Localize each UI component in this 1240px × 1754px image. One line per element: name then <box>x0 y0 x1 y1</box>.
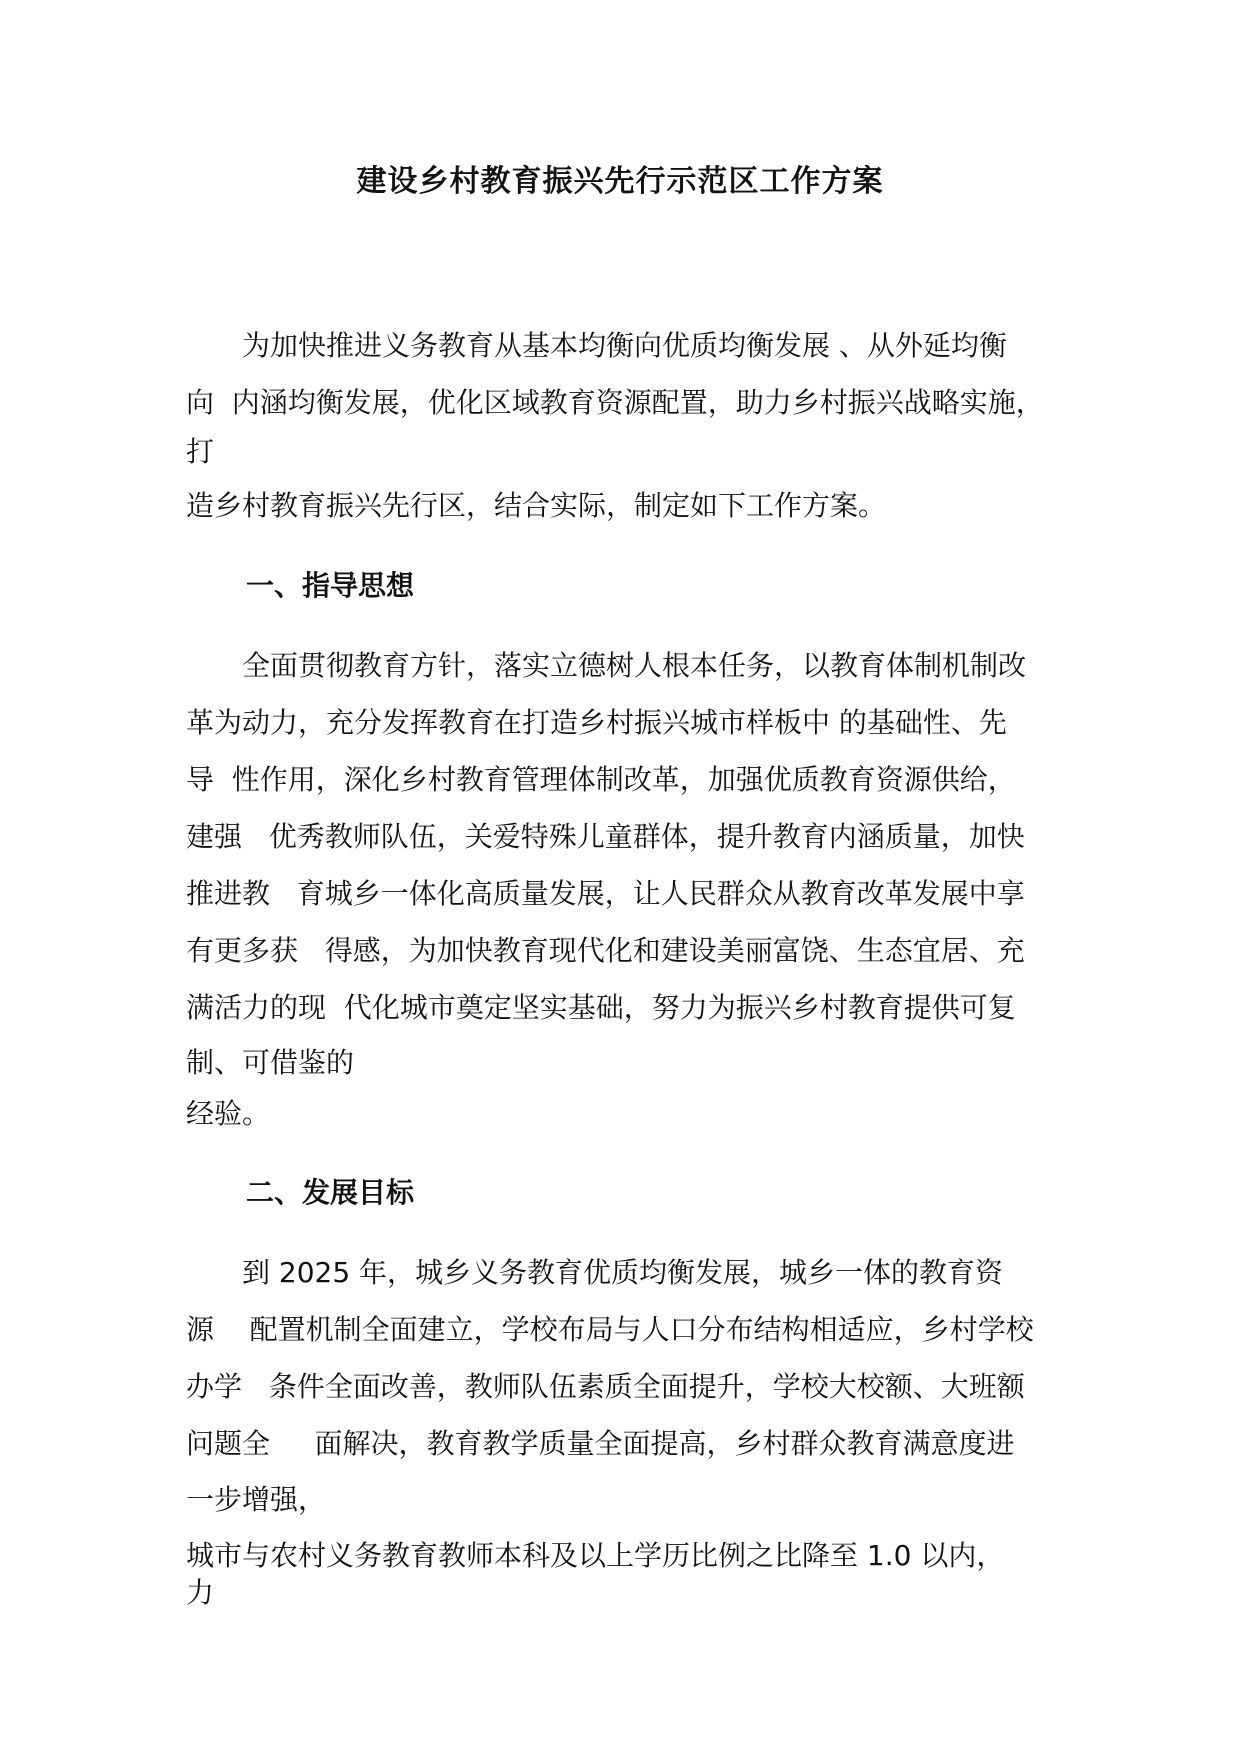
section1-line-4: 建强 优秀教师队伍，关爱特殊儿童群体，提升教育内涵质量，加快 <box>186 820 1025 853</box>
section1-line-5: 推进教 育城乡一体化高质量发展，让人民群众从教育改革发展中享 <box>186 877 1025 910</box>
section1-line-2: 革为动力，充分发挥教育在打造乡村振兴城市样板中 的基础性、先 <box>186 706 1007 739</box>
section2-line-5: 一步增强， <box>186 1483 327 1516</box>
section2-line-2: 源 配置机制全面建立，学校布局与人口分布结构相适应，乡村学校 <box>186 1313 1034 1346</box>
section1-line-6: 有更多获 得感，为加快教育现代化和建设美丽富饶、生态宜居、充 <box>186 934 1025 967</box>
section1-line-7: 满活力的现 代化城市奠定坚实基础，努力为振兴乡村教育提供可复 <box>186 991 1016 1024</box>
intro-line-3: 打 <box>186 435 215 468</box>
section2-line-1: 到 2025 年，城乡义务教育优质均衡发展，城乡一体的教育资 <box>186 1256 1004 1289</box>
section2-line-4: 问题全 面解决，教育教学质量全面提高，乡村群众教育满意度进 <box>186 1427 1015 1460</box>
document-title: 建设乡村教育振兴先行示范区工作方案 <box>356 164 884 199</box>
section2-line-3: 办学 条件全面改善，教师队伍素质全面提升，学校大校额、大班额 <box>186 1370 1025 1403</box>
section1-line-3: 导 性作用，深化乡村教育管理体制改革，加强优质教育资源供给， <box>186 763 1016 796</box>
section2-line-7: 力 <box>186 1576 215 1609</box>
intro-line-4: 造乡村教育振兴先行区，结合实际，制定如下工作方案。 <box>186 489 887 522</box>
intro-line-2: 向 内涵均衡发展，优化区域教育资源配置，助力乡村振兴战略实施， <box>186 386 1044 419</box>
section2-line-6: 城市与农村义务教育教师本科及以上学历比例之比降至 1.0 以内， <box>186 1539 1005 1572</box>
section1-line-1: 全面贯彻教育方针，落实立德树人根本任务，以教育体制机制改 <box>186 649 1027 682</box>
section-heading-development-goals: 二、发展目标 <box>246 1176 415 1209</box>
section1-line-9: 经验。 <box>186 1097 271 1130</box>
section1-line-8: 制、可借鉴的 <box>186 1046 355 1079</box>
section-heading-guiding-ideology: 一、指导思想 <box>246 569 415 602</box>
intro-line-1: 为加快推进义务教育从基本均衡向优质均衡发展 、从外延均衡 <box>186 329 1007 362</box>
